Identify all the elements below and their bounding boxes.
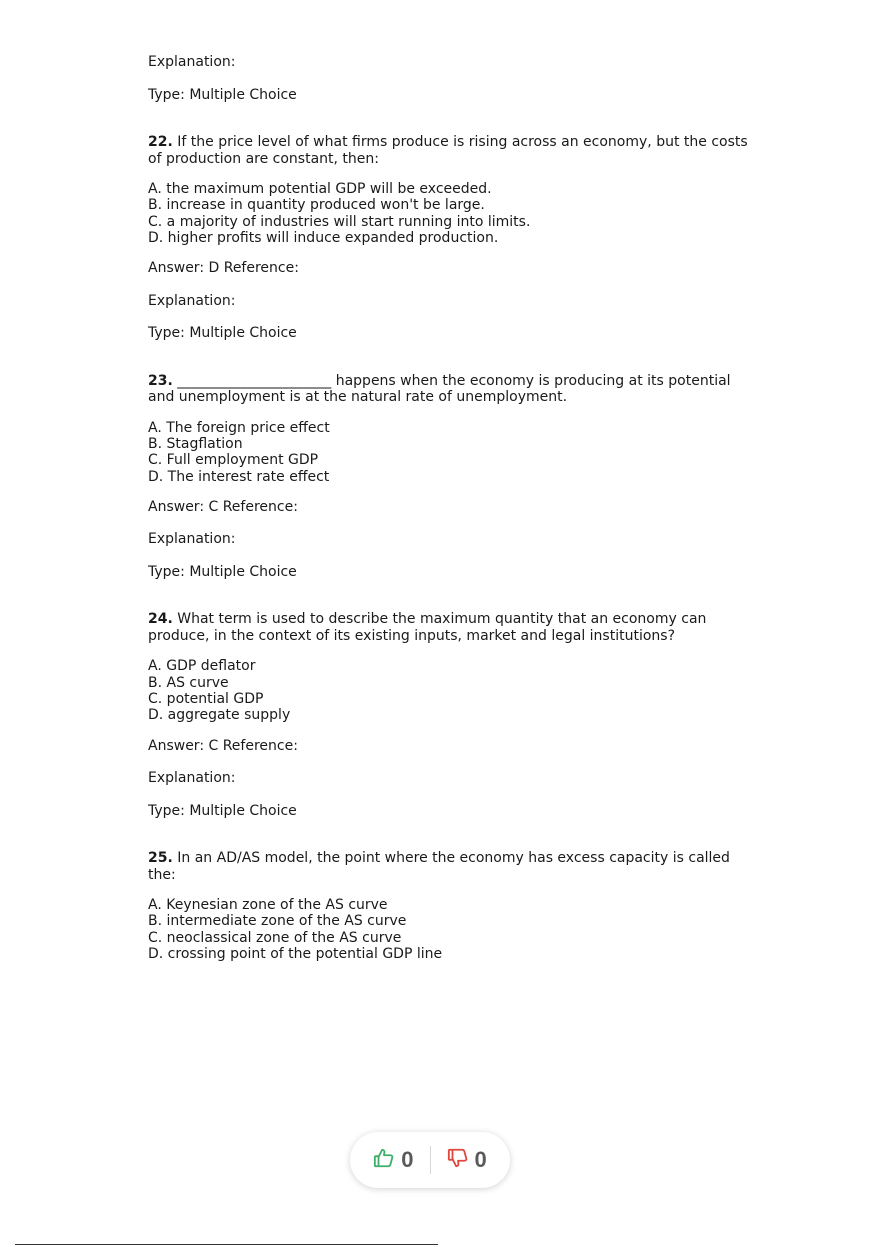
question-stem-line2: the: (148, 866, 176, 883)
question-stem (148, 850, 748, 867)
option-d: D. aggregate supply (148, 707, 291, 724)
question-stem (148, 611, 748, 628)
option-b: B. intermediate zone of the AS curve (148, 913, 407, 930)
question-stem-line1: In an AD/AS model, the point where the economy has excess capacity is called (172, 850, 730, 867)
prev-type-label: Type: Multiple Choice (148, 86, 297, 103)
option-c: C. Full employment GDP (148, 452, 319, 469)
answer-options (148, 897, 748, 962)
answer-line: Answer: C Reference: (148, 737, 298, 754)
explanation-label: Explanation: (148, 770, 236, 787)
type-label: Type: Multiple Choice (148, 802, 297, 819)
question-stem (148, 373, 748, 390)
upvote-count: 0 (401, 1147, 414, 1172)
option-c: C. a majority of industries will start running into limits. (148, 213, 531, 230)
option-d: D. The interest rate effect (148, 468, 330, 485)
option-b: B. increase in quantity produced won't be large. (148, 197, 485, 214)
question-stem-line1: If the price level of what firms produce is rising across an economy, but the costs (172, 134, 748, 150)
vote-widget (350, 1132, 510, 1188)
type-label: Type: Multiple Choice (148, 325, 297, 342)
question-23 (148, 373, 748, 581)
explanation-label: Explanation: (148, 292, 236, 309)
vote-divider (430, 1146, 431, 1174)
question-22 (148, 134, 748, 342)
question-stem (148, 134, 748, 151)
option-d: D. crossing point of the potential GDP line (148, 945, 443, 962)
option-b: B. Stagflation (148, 435, 243, 452)
question-number: 23. (148, 372, 173, 389)
option-b: B. AS curve (148, 674, 229, 691)
answer-line: Answer: D Reference: (148, 260, 299, 277)
type-label: Type: Multiple Choice (148, 563, 297, 580)
answer-options (148, 658, 748, 723)
question-number: 25. (148, 850, 173, 867)
answer-options (148, 181, 748, 246)
option-c: C. neoclassical zone of the AS curve (148, 929, 402, 946)
answer-options (148, 420, 748, 485)
thumbs-down-icon (447, 1147, 469, 1173)
question-25 (148, 850, 748, 962)
thumbs-up-icon (373, 1147, 395, 1173)
answer-line: Answer: C Reference: (148, 498, 298, 515)
question-24 (148, 611, 748, 819)
document-body (148, 54, 748, 962)
prev-explanation-label: Explanation: (148, 54, 236, 70)
option-a: A. The foreign price effect (148, 419, 330, 436)
question-number: 24. (148, 611, 173, 628)
explanation-label: Explanation: (148, 531, 236, 548)
footer-divider (15, 1244, 438, 1245)
question-stem-line2: of production are constant, then: (148, 150, 379, 167)
option-c: C. potential GDP (148, 690, 264, 707)
upvote-button[interactable] (363, 1147, 423, 1173)
question-number: 22. (148, 134, 173, 150)
option-a: A. Keynesian zone of the AS curve (148, 897, 388, 914)
option-a: A. GDP deflator (148, 658, 256, 675)
question-stem-line2: produce, in the context of its existing inputs, market and legal institutions? (148, 627, 675, 644)
question-stem-line1: What term is used to describe the maximum quantity that an economy can (172, 611, 707, 628)
question-stem-line1: ______________________ happens when the economy is producing at its potential (172, 372, 731, 389)
downvote-button[interactable] (437, 1147, 497, 1173)
option-a: A. the maximum potential GDP will be exceeded. (148, 181, 492, 197)
downvote-count: 0 (474, 1147, 487, 1172)
question-stem-line2: and unemployment is at the natural rate of unemployment. (148, 389, 568, 406)
option-d: D. higher profits will induce expanded production. (148, 229, 499, 246)
